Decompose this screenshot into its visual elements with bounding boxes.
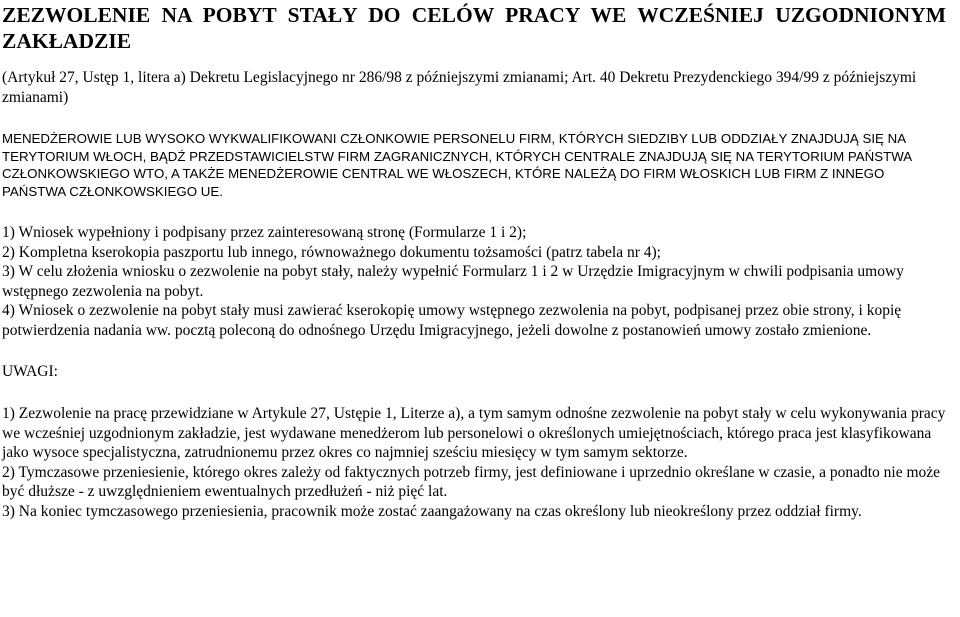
list-item: 1) Zezwolenie na pracę przewidziane w Artykule 27, Ustępie 1, Literze a), a tym samym odnośne zezwolenie na pobyt stały w celu wykonywania pracy we wcześniej uzgodnionym zakładzie, jest wydawane menedżerom lub personelowi o określonych umiejętnościach, którego praca jest klasyfikowana jako wysoce specjalistyczna, zatrudnionemu przez okres co najmniej sześciu miesięcy w tym samym sektorze. [2,405,946,461]
eligibility-paragraph: MENEDŻEROWIE LUB WYSOKO WYKWALIFIKOWANI CZŁONKOWIE PERSONELU FIRM, KTÓRYCH SIEDZIBY LUB ODDZIAŁY ZNAJDUJĄ SIĘ NA TERYTORIUM WŁOCH, BĄDŹ PRZEDSTAWICIELSTW FIRM ZAGRANICZNYCH, KTÓRYCH CENTRALE ZNAJDUJĄ SIĘ NA TERYTORIUM PAŃSTWA CZŁONKOWSKIEGO WTO, A TAKŻE MENEDŻEROWIE CENTRAL WE WŁOSZECH, KTÓRE NALEŻĄ DO FIRM WŁOSKICH LUB FIRM Z INNEGO PAŃSTWA CZŁONKOWSKIEGO UE. [2,131,912,199]
requirements-list [2,223,946,340]
notes-list [2,404,946,521]
page-title: ZEZWOLENIE NA POBYT STAŁY DO CELÓW PRACY WE WCZEŚNIEJ UZGODNIONYM ZAKŁADZIE [2,3,946,53]
list-item: 2) Tymczasowe przeniesienie, którego okres zależy od faktycznych potrzeb firmy, jest definiowane i uprzednio określane w czasie, a ponadto nie może być dłuższe - z uwzględnieniem ewentualnych przedłużeń - niż pięć lat. [2,463,941,500]
notes-heading: UWAGI: [2,363,58,380]
list-item: 3) Na koniec tymczasowego przeniesienia, pracownik może zostać zaangażowany na czas określony lub nieokreślony przez oddział firmy. [2,502,862,520]
list-item: 4) Wniosek o zezwolenie na pobyt stały musi zawierać kserokopię umowy wstępnego zezwolenia na pobyt, podpisanej przez obie strony, i kopię potwierdzenia nadania ww. pocztą poleconą do odnośnego Urzędu Imigracyjnego, jeżeli dowolne z postanowień umowy zostało zmienione. [2,302,902,339]
list-item: 3) W celu złożenia wniosku o zezwolenie na pobyt stały, należy wypełnić Formularz 1 i 2 w Urzędzie Imigracyjnym w chwili podpisania umowy wstępnego zezwolenia na pobyt. [2,263,904,300]
list-item: 2) Kompletna kserokopia paszportu lub innego, równoważnego dokumentu tożsamości (patrz tabela nr 4); [2,243,661,261]
list-item: 1) Wniosek wypełniony i podpisany przez zainteresowaną stronę (Formularze 1 i 2); [2,224,527,241]
legal-basis: (Artykuł 27, Ustęp 1, litera a) Dekretu Legislacyjnego nr 286/98 z późniejszymi zmianami; Art. 40 Dekretu Prezydenckiego 394/99 z późniejszymi zmianami) [2,69,917,106]
